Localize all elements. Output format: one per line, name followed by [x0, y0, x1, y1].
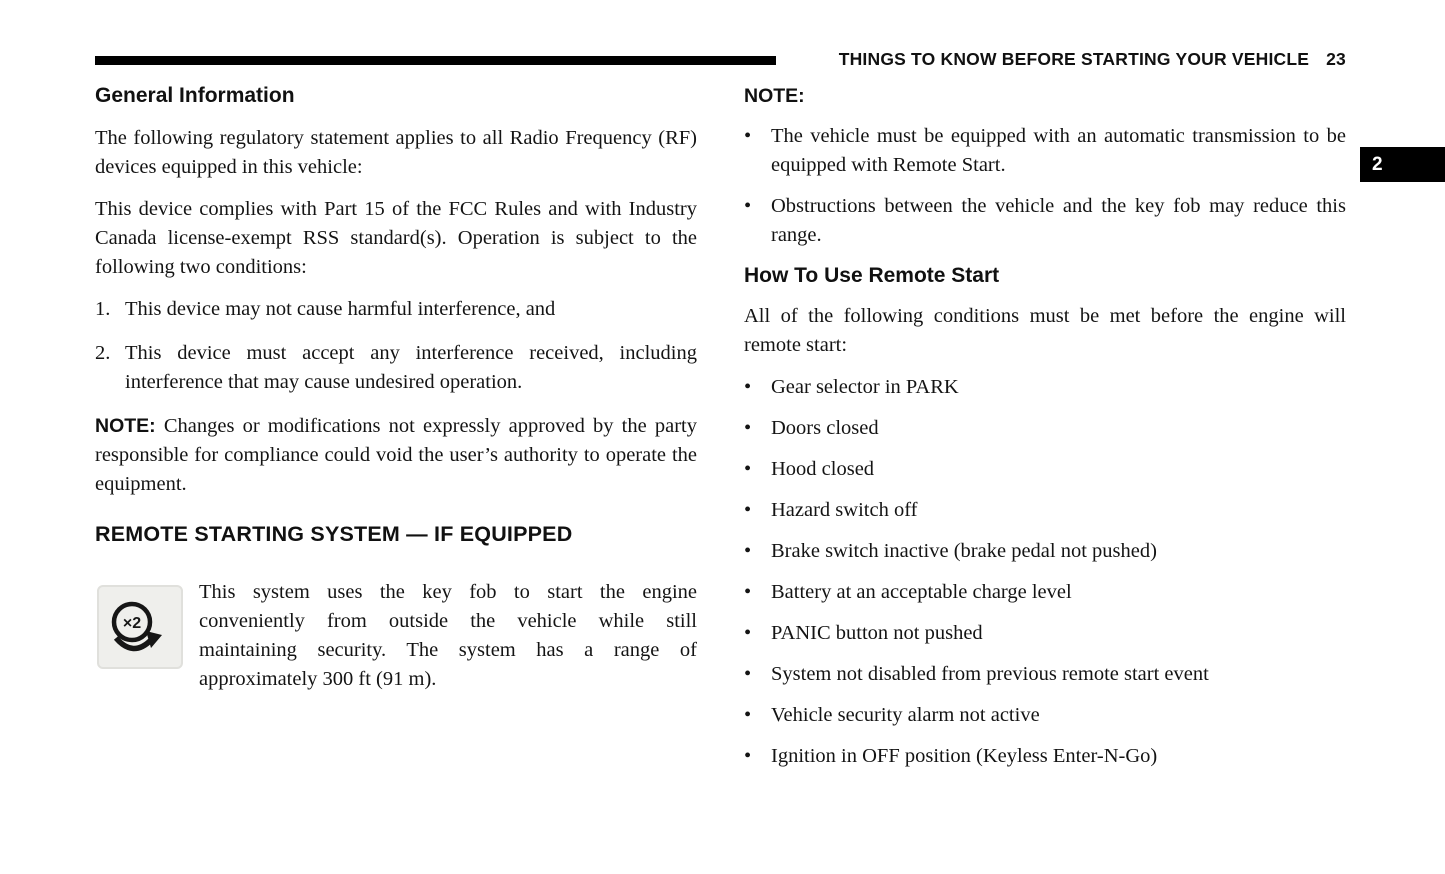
condition-text: Vehicle security alarm not active	[771, 704, 1040, 726]
note-bullet-item	[744, 192, 1346, 250]
condition-text: System not disabled from previous remote start event	[771, 663, 1209, 685]
bullet-icon	[744, 660, 771, 689]
chapter-tab	[1360, 147, 1445, 182]
remote-start-paragraph: This system uses the key fob to start the engine conveniently from outside the vehicle while still maintaining security. The system has a range of approximately 300 ft (91 m).	[199, 581, 697, 690]
remote-start-x2-icon	[95, 578, 187, 674]
note-heading: NOTE:	[744, 85, 805, 107]
bullet-text: Obstructions between the vehicle and the key fob may reduce this range.	[771, 195, 1346, 246]
x2-label: ×2	[122, 615, 142, 632]
condition-item	[744, 701, 1346, 730]
bullet-icon	[744, 701, 771, 730]
condition-item	[744, 578, 1346, 607]
condition-text: Gear selector in PARK	[771, 376, 959, 398]
bullet-icon	[744, 537, 771, 566]
bullet-icon	[744, 414, 771, 443]
bullet-icon	[744, 619, 771, 648]
note-text: Changes or modifications not expressly approved by the party responsible for compliance could void the user’s authority to operate the equipment.	[95, 415, 698, 495]
running-header	[839, 49, 1346, 70]
remote-starting-system-heading: REMOTE STARTING SYSTEM — IF EQUIPPED	[95, 522, 573, 546]
item-number: 1.	[95, 298, 111, 320]
numbered-item	[95, 339, 697, 397]
numbered-item	[95, 295, 697, 324]
conditions-intro: All of the following conditions must be met before the engine will remote start:	[744, 305, 1346, 356]
general-information-heading: General Information	[95, 84, 295, 107]
condition-text: Doors closed	[771, 417, 879, 439]
bullet-icon	[744, 455, 771, 484]
condition-item	[744, 537, 1346, 566]
left-column	[95, 82, 697, 694]
bullet-icon	[744, 496, 771, 525]
note-bullet-item	[744, 122, 1346, 180]
bullet-icon	[744, 122, 771, 180]
note-label: NOTE:	[95, 415, 156, 437]
fcc-paragraph: This device complies with Part 15 of the FCC Rules and with Industry Canada license-exempt RSS standard(s). Operation is subject to the following two conditions:	[95, 198, 697, 278]
bullet-icon	[744, 578, 771, 607]
page-number: 23	[1326, 49, 1346, 69]
condition-text: Battery at an acceptable charge level	[771, 581, 1072, 603]
condition-text: Hazard switch off	[771, 499, 918, 521]
bullet-text: The vehicle must be equipped with an automatic transmission to be equipped with Remote Start.	[771, 125, 1346, 176]
item-text: This device may not cause harmful interference, and	[125, 298, 556, 320]
bullet-icon	[744, 373, 771, 402]
right-column	[744, 82, 1346, 783]
item-number: 2.	[95, 342, 111, 364]
condition-item	[744, 742, 1346, 771]
chapter-tab-number: 2	[1372, 153, 1383, 175]
condition-item	[744, 455, 1346, 484]
bullet-icon	[744, 192, 771, 250]
remote-start-row	[95, 578, 697, 694]
condition-item	[744, 373, 1346, 402]
condition-text: Hood closed	[771, 458, 875, 480]
bullet-icon	[744, 742, 771, 771]
condition-text: PANIC button not pushed	[771, 622, 983, 644]
header-rule	[95, 56, 776, 65]
note-paragraph	[95, 412, 697, 499]
condition-item	[744, 660, 1346, 689]
condition-item	[744, 496, 1346, 525]
item-text: This device must accept any interference received, including interference that may cause undesired operation.	[125, 342, 697, 393]
regulatory-paragraph: The following regulatory statement applies to all Radio Frequency (RF) devices equipped in this vehicle:	[95, 127, 697, 178]
condition-text: Ignition in OFF position (Keyless Enter-N-Go)	[771, 745, 1158, 767]
how-to-use-remote-start-heading: How To Use Remote Start	[744, 264, 1000, 287]
condition-item	[744, 619, 1346, 648]
running-header-title: THINGS TO KNOW BEFORE STARTING YOUR VEHICLE	[838, 49, 1310, 69]
condition-item	[744, 414, 1346, 443]
condition-text: Brake switch inactive (brake pedal not pushed)	[771, 540, 1157, 562]
